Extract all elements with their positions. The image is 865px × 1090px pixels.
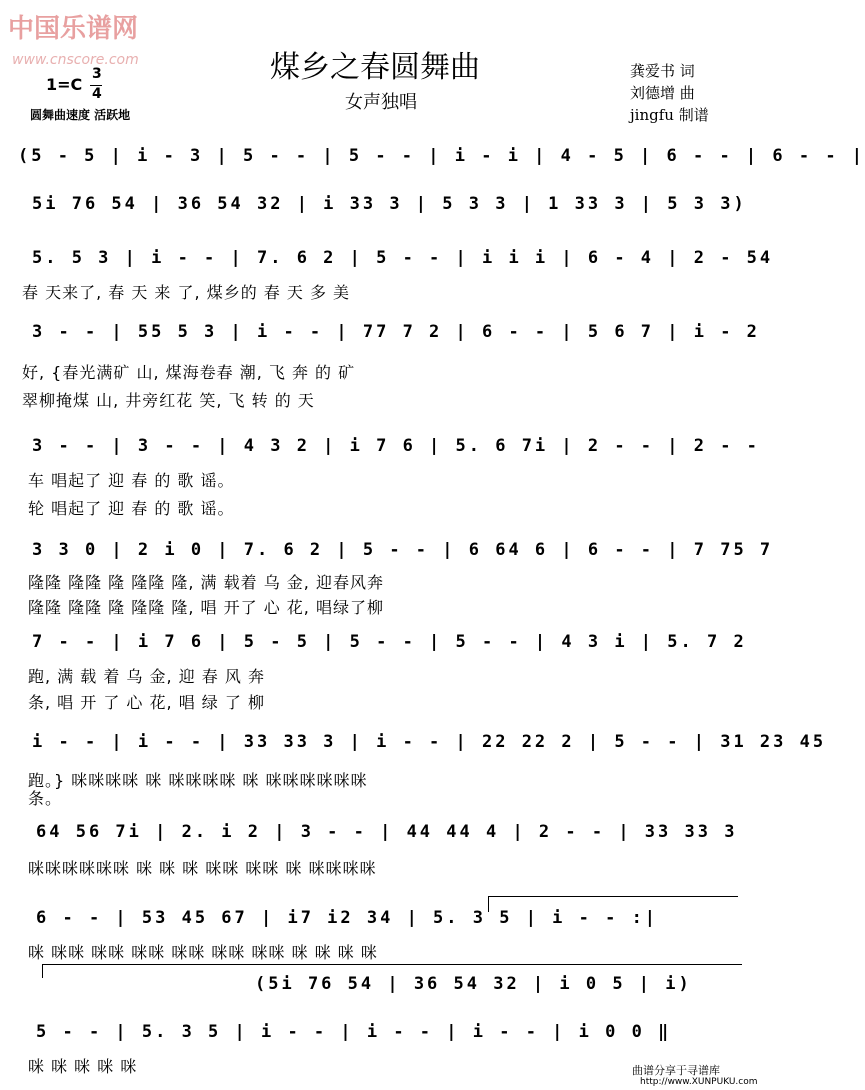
score-row-5-notes: 3 - - | 3 - - | 4 3 2 | i 7 6 | 5. 6 7i | 2 - - | 2 - - <box>32 436 760 456</box>
footer-url[interactable]: http://www.XUNPUKU.com <box>640 1077 758 1087</box>
watermark-url: www.cnscore.com <box>12 52 139 68</box>
score-row-9-lyrics: 咪咪咪咪咪咪 咪 咪 咪 咪咪 咪咪 咪 咪咪咪咪 <box>28 859 377 878</box>
score-row-9-notes: 64 56 7i | 2. i 2 | 3 - - | 44 44 4 | 2 - - | 33 33 3 <box>36 822 738 842</box>
score-row-7-lyrics-2: 条, 唱 开 了 心 花, 唱 绿 了 柳 <box>28 693 265 712</box>
score-row-2-notes: 5i 76 54 | 36 54 32 | i 33 3 | 5 3 3 | 1 33 3 | 5 3 3) <box>32 194 747 214</box>
score-row-7-notes: 7 - - | i 7 6 | 5 - 5 | 5 - - | 5 - - | 4 3 i | 5. 7 2 <box>32 632 747 652</box>
volta-bracket-2 <box>42 964 742 965</box>
score-subtitle: 女声独唱 <box>345 92 417 113</box>
score-row-7-lyrics-1: 跑, 满 载 着 乌 金, 迎 春 风 奔 <box>28 667 265 686</box>
score-row-8-lyrics-2: 条。 <box>28 789 63 808</box>
score-row-8-lyrics-1: 跑。} 咪咪咪咪 咪 咪咪咪咪 咪 咪咪咪咪咪咪 <box>28 771 368 790</box>
engraver-credit: jingfu 制谱 <box>630 106 709 124</box>
volta-bracket-2-hook <box>42 964 43 978</box>
score-row-10-notes: 6 - - | 53 45 67 | i7 i2 34 | 5. 3 5 | i - - :| <box>36 908 659 928</box>
footer-share: 曲谱分享于寻谱库 <box>632 1064 720 1077</box>
score-row-4-lyrics-2: 翠柳掩煤 山, 井旁红花 笑, 飞 转 的 天 <box>22 391 315 410</box>
key-signature: 1=C <box>46 75 83 94</box>
time-signature-top: 3 <box>92 66 102 82</box>
volta-bracket-1 <box>488 896 738 897</box>
score-row-4-lyrics-1: 好, {春光满矿 山, 煤海卷春 潮, 飞 奔 的 矿 <box>22 363 356 382</box>
score-title: 煤乡之春圆舞曲 <box>270 50 480 85</box>
score-row-12-lyrics: 咪 咪 咪 咪 咪 <box>28 1057 138 1076</box>
score-row-3-notes: 5. 5 3 | i - - | 7. 6 2 | 5 - - | i i i | 6 - 4 | 2 - 54 <box>32 248 774 268</box>
score-row-5-lyrics-2: 轮 唱起了 迎 春 的 歌 谣。 <box>28 499 235 518</box>
score-row-6-notes: 3 3 0 | 2 i 0 | 7. 6 2 | 5 - - | 6 64 6 | 6 - - | 7 75 7 <box>32 540 774 560</box>
score-row-12-notes: 5 - - | 5. 3 5 | i - - | i - - | i - - | i 0 0 ‖ <box>36 1022 672 1042</box>
composer-credit: 刘德增 曲 <box>630 84 695 102</box>
time-signature-bottom: 4 <box>92 86 102 102</box>
score-row-4-notes: 3 - - | 55 5 3 | i - - | 77 7 2 | 6 - - | 5 6 7 | i - 2 <box>32 322 760 342</box>
tempo-marking: 圆舞曲速度 活跃地 <box>30 108 131 122</box>
score-row-6-lyrics-1: 隆隆 隆隆 隆 隆隆 隆, 满 载着 乌 金, 迎春风奔 <box>28 573 384 592</box>
score-row-11-notes: (5i 76 54 | 36 54 32 | i 0 5 | i) <box>255 974 692 994</box>
score-row-1-notes: (5 - 5 | i - 3 | 5 - - | 5 - - | i - i | 4 - 5 | 6 - - | 6 - - | <box>18 146 865 166</box>
score-row-6-lyrics-2: 隆隆 隆隆 隆 隆隆 隆, 唱 开了 心 花, 唱绿了柳 <box>28 598 384 617</box>
watermark-logo: 中国乐谱网 <box>8 14 139 44</box>
score-row-3-lyrics: 春 天来了, 春 天 来 了, 煤乡的 春 天 多 美 <box>22 283 351 302</box>
score-row-10-lyrics: 咪 咪咪 咪咪 咪咪 咪咪 咪咪 咪咪 咪 咪 咪 咪 <box>28 943 378 962</box>
lyricist-credit: 龚爱书 词 <box>630 62 695 80</box>
score-row-8-notes: i - - | i - - | 33 33 3 | i - - | 22 22 2 | 5 - - | 31 23 45 <box>32 732 827 752</box>
score-row-5-lyrics-1: 车 唱起了 迎 春 的 歌 谣。 <box>28 471 235 490</box>
